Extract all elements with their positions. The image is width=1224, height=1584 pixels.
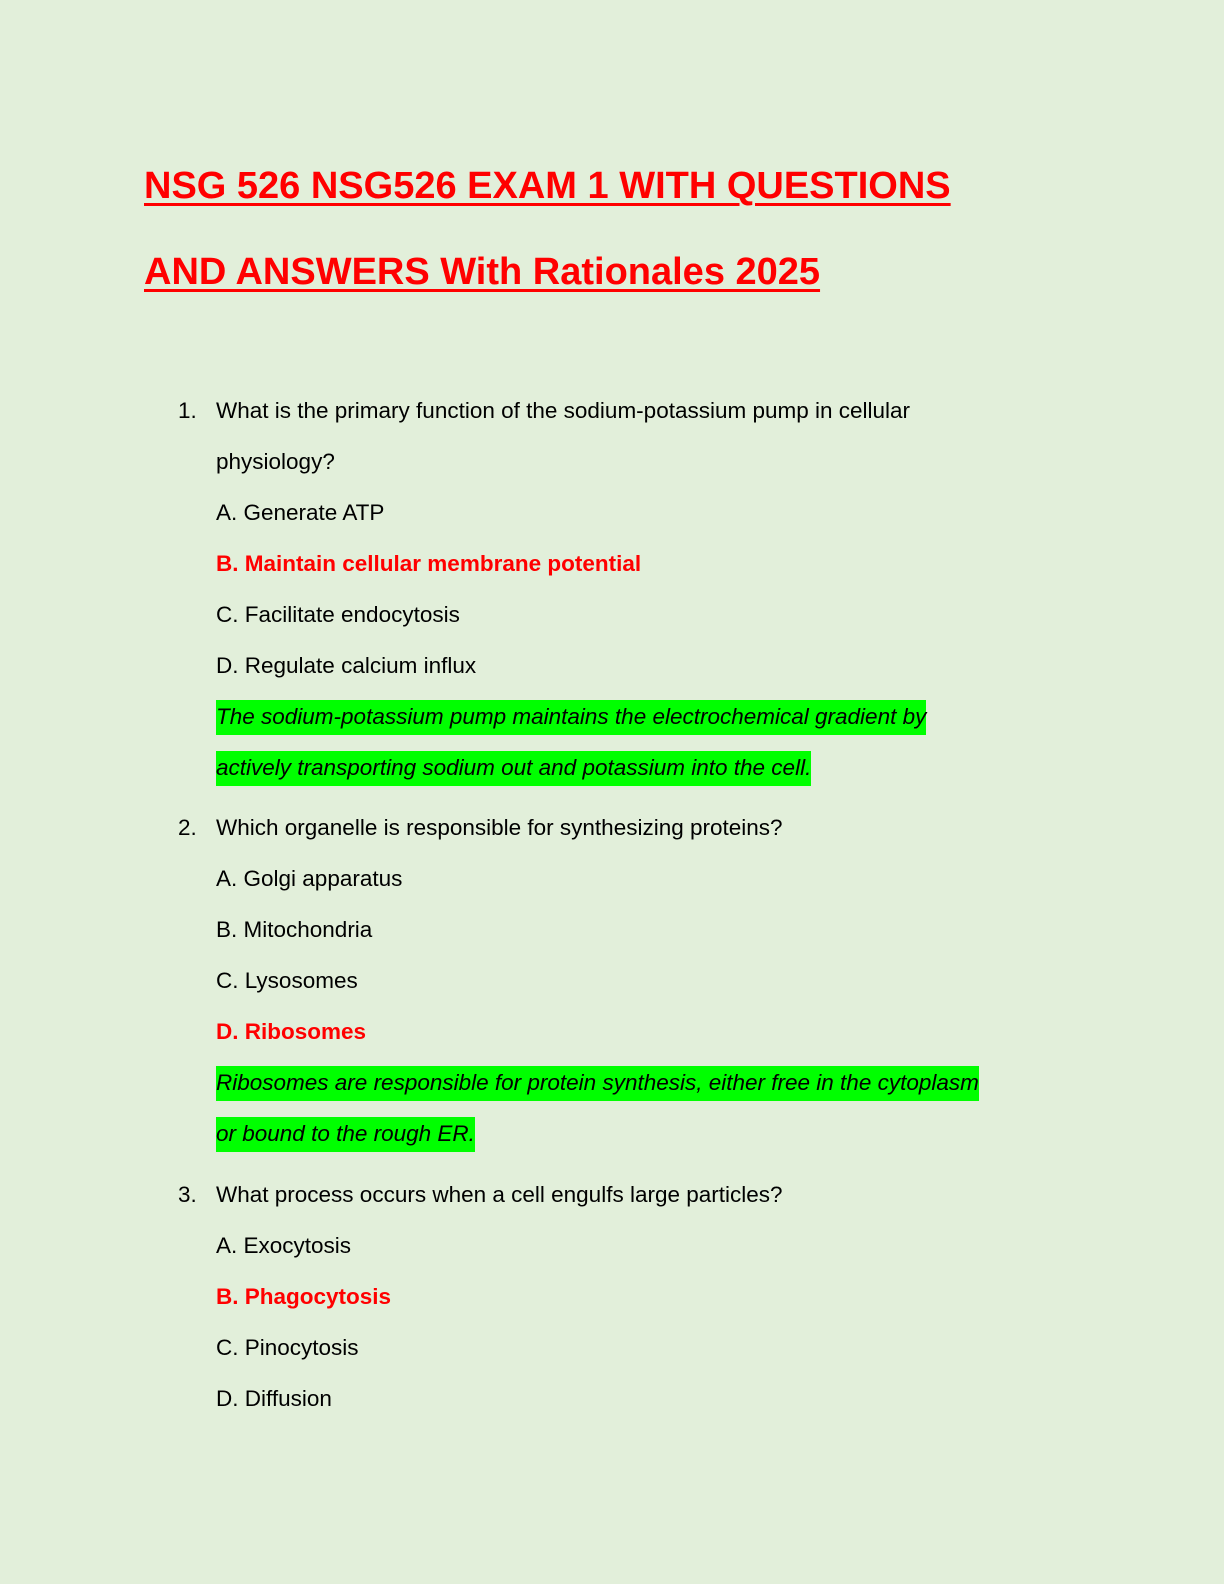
question-text: Which organelle is responsible for synthesizing proteins? bbox=[216, 815, 783, 840]
document-title bbox=[144, 143, 1084, 315]
title-line-1: NSG 526 NSG526 EXAM 1 WITH QUESTIONS bbox=[144, 165, 951, 207]
rationale bbox=[216, 691, 1098, 742]
option-c: C. Lysosomes bbox=[216, 968, 358, 993]
question-2 bbox=[178, 802, 1098, 1159]
rationale-line-2: actively transporting sodium out and potassium into the cell. bbox=[216, 751, 811, 786]
rationale-continued bbox=[216, 1108, 1098, 1159]
option-d-correct-answer: D. Ribosomes bbox=[216, 1019, 367, 1044]
option-d: D. Regulate calcium influx bbox=[216, 653, 477, 678]
question-text: What process occurs when a cell engulfs large particles? bbox=[216, 1182, 783, 1207]
question-1 bbox=[178, 385, 1098, 793]
title-line-2: AND ANSWERS With Rationales 2025 bbox=[144, 251, 821, 293]
option-a: A. Generate ATP bbox=[216, 500, 385, 525]
option-a: A. Exocytosis bbox=[216, 1233, 352, 1258]
question-number: 3. bbox=[178, 1182, 197, 1207]
rationale-line-1: Ribosomes are responsible for protein synthesis, either free in the cytoplasm bbox=[216, 1066, 979, 1101]
question-number: 1. bbox=[178, 398, 197, 423]
question-text: What is the primary function of the sodium-potassium pump in cellular bbox=[216, 398, 911, 423]
question-3 bbox=[178, 1169, 1098, 1424]
option-b-correct-answer: B. Phagocytosis bbox=[216, 1284, 392, 1309]
question-text-continued: physiology? bbox=[216, 449, 335, 474]
rationale bbox=[216, 1057, 1098, 1108]
question-number: 2. bbox=[178, 815, 197, 840]
option-b-correct-answer: B. Maintain cellular membrane potential bbox=[216, 551, 642, 576]
option-c: C. Facilitate endocytosis bbox=[216, 602, 460, 627]
option-a: A. Golgi apparatus bbox=[216, 866, 403, 891]
option-d: D. Diffusion bbox=[216, 1386, 332, 1411]
option-c: C. Pinocytosis bbox=[216, 1335, 359, 1360]
rationale-line-1: The sodium-potassium pump maintains the electrochemical gradient by bbox=[216, 700, 926, 735]
rationale-line-2: or bound to the rough ER. bbox=[216, 1117, 475, 1152]
rationale-continued bbox=[216, 742, 1098, 793]
option-b: B. Mitochondria bbox=[216, 917, 373, 942]
